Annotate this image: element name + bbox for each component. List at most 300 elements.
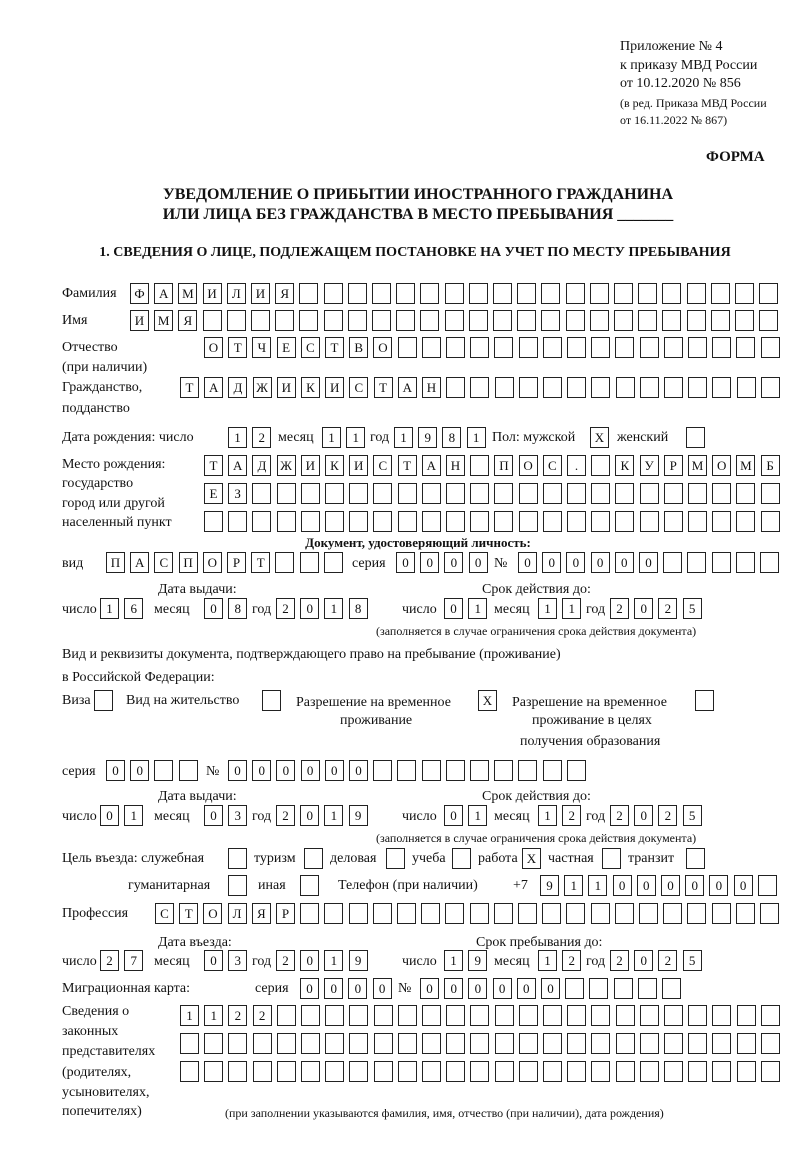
char-box[interactable]	[470, 511, 489, 532]
char-box[interactable]	[712, 483, 731, 504]
char-box[interactable]: Е	[277, 337, 296, 358]
char-box[interactable]	[228, 1061, 247, 1082]
char-box[interactable]	[712, 337, 731, 358]
char-box[interactable]	[591, 337, 610, 358]
char-box[interactable]	[566, 283, 585, 304]
char-box[interactable]	[519, 1033, 538, 1054]
char-box[interactable]	[470, 760, 489, 781]
char-box[interactable]	[616, 1061, 635, 1082]
char-box[interactable]	[299, 310, 318, 331]
char-box[interactable]	[253, 1061, 272, 1082]
char-box[interactable]	[616, 1033, 635, 1054]
char-box[interactable]: 0	[685, 875, 704, 896]
char-box[interactable]: 0	[420, 978, 439, 999]
char-box[interactable]	[397, 903, 416, 924]
char-box[interactable]: Т	[251, 552, 270, 573]
char-box[interactable]	[277, 1033, 296, 1054]
char-box[interactable]	[396, 283, 415, 304]
char-box[interactable]	[495, 1061, 514, 1082]
char-box[interactable]	[519, 1061, 538, 1082]
checkbox[interactable]	[686, 427, 705, 448]
char-box[interactable]: 2	[100, 950, 119, 971]
char-box[interactable]	[566, 903, 585, 924]
char-box[interactable]	[373, 511, 392, 532]
char-box[interactable]	[470, 1061, 489, 1082]
char-box[interactable]	[517, 310, 536, 331]
char-box[interactable]: 0	[325, 760, 344, 781]
char-box[interactable]: 9	[418, 427, 437, 448]
char-box[interactable]: 0	[734, 875, 753, 896]
char-box[interactable]	[373, 483, 392, 504]
char-box[interactable]: Д	[228, 377, 247, 398]
char-box[interactable]: 0	[204, 950, 223, 971]
char-box[interactable]	[348, 283, 367, 304]
char-box[interactable]	[639, 903, 658, 924]
char-box[interactable]	[495, 377, 514, 398]
char-box[interactable]	[640, 1005, 659, 1026]
char-box[interactable]: 1	[180, 1005, 199, 1026]
char-box[interactable]: П	[179, 552, 198, 573]
char-box[interactable]: А	[154, 283, 173, 304]
char-box[interactable]: 0	[517, 978, 536, 999]
char-box[interactable]: 2	[658, 805, 677, 826]
char-box[interactable]	[761, 1061, 780, 1082]
char-box[interactable]	[711, 310, 730, 331]
char-box[interactable]	[180, 1033, 199, 1054]
char-box[interactable]: 0	[324, 978, 343, 999]
char-box[interactable]: 2	[276, 598, 295, 619]
char-box[interactable]	[543, 760, 562, 781]
char-box[interactable]: 1	[124, 805, 143, 826]
char-box[interactable]: 0	[130, 760, 149, 781]
char-box[interactable]: Н	[422, 377, 441, 398]
char-box[interactable]: 1	[324, 805, 343, 826]
char-box[interactable]: 7	[124, 950, 143, 971]
char-box[interactable]	[761, 377, 780, 398]
char-box[interactable]: С	[155, 903, 174, 924]
char-box[interactable]: С	[349, 377, 368, 398]
char-box[interactable]	[565, 978, 584, 999]
char-box[interactable]	[688, 377, 707, 398]
char-box[interactable]	[591, 511, 610, 532]
char-box[interactable]: 1	[324, 950, 343, 971]
char-box[interactable]	[349, 903, 368, 924]
char-box[interactable]: 0	[542, 552, 561, 573]
char-box[interactable]	[688, 1033, 707, 1054]
char-box[interactable]: 2	[658, 950, 677, 971]
char-box[interactable]	[446, 1033, 465, 1054]
char-box[interactable]	[638, 283, 657, 304]
char-box[interactable]	[615, 337, 634, 358]
char-box[interactable]	[541, 283, 560, 304]
char-box[interactable]	[664, 483, 683, 504]
char-box[interactable]: 2	[562, 805, 581, 826]
char-box[interactable]	[761, 1005, 780, 1026]
char-box[interactable]: 2	[228, 1005, 247, 1026]
char-box[interactable]: 0	[300, 950, 319, 971]
char-box[interactable]: М	[688, 455, 707, 476]
char-box[interactable]	[736, 903, 755, 924]
char-box[interactable]	[228, 511, 247, 532]
char-box[interactable]: 1	[228, 427, 247, 448]
checkbox[interactable]: X	[522, 848, 541, 869]
char-box[interactable]	[712, 552, 731, 573]
char-box[interactable]	[664, 337, 683, 358]
char-box[interactable]: 0	[204, 598, 223, 619]
char-box[interactable]	[422, 1005, 441, 1026]
char-box[interactable]	[712, 1061, 731, 1082]
char-box[interactable]: 1	[346, 427, 365, 448]
checkbox[interactable]	[695, 690, 714, 711]
char-box[interactable]: О	[712, 455, 731, 476]
char-box[interactable]	[252, 511, 271, 532]
char-box[interactable]	[277, 483, 296, 504]
char-box[interactable]: 1	[468, 598, 487, 619]
char-box[interactable]: 0	[468, 978, 487, 999]
char-box[interactable]: 2	[276, 805, 295, 826]
char-box[interactable]	[495, 1005, 514, 1026]
char-box[interactable]	[493, 310, 512, 331]
char-box[interactable]	[518, 903, 537, 924]
char-box[interactable]	[567, 337, 586, 358]
char-box[interactable]	[591, 903, 610, 924]
char-box[interactable]: 0	[709, 875, 728, 896]
char-box[interactable]	[420, 310, 439, 331]
char-box[interactable]	[349, 1005, 368, 1026]
char-box[interactable]: 0	[100, 805, 119, 826]
char-box[interactable]	[519, 483, 538, 504]
char-box[interactable]: У	[640, 455, 659, 476]
char-box[interactable]: 0	[300, 598, 319, 619]
char-box[interactable]: В	[349, 337, 368, 358]
char-box[interactable]	[494, 483, 513, 504]
char-box[interactable]	[398, 511, 417, 532]
checkbox[interactable]	[228, 875, 247, 896]
char-box[interactable]: И	[203, 283, 222, 304]
char-box[interactable]: 0	[634, 805, 653, 826]
char-box[interactable]: 0	[493, 978, 512, 999]
char-box[interactable]	[253, 1033, 272, 1054]
char-box[interactable]	[324, 283, 343, 304]
char-box[interactable]	[422, 760, 441, 781]
char-box[interactable]	[301, 1005, 320, 1026]
char-box[interactable]: Р	[276, 903, 295, 924]
char-box[interactable]	[325, 1061, 344, 1082]
char-box[interactable]	[640, 1061, 659, 1082]
char-box[interactable]: 0	[276, 760, 295, 781]
char-box[interactable]	[543, 1033, 562, 1054]
char-box[interactable]	[301, 511, 320, 532]
char-box[interactable]	[542, 903, 561, 924]
char-box[interactable]: 0	[634, 598, 653, 619]
char-box[interactable]	[664, 1061, 683, 1082]
char-box[interactable]	[398, 337, 417, 358]
char-box[interactable]	[517, 283, 536, 304]
char-box[interactable]	[662, 978, 681, 999]
char-box[interactable]	[687, 903, 706, 924]
char-box[interactable]: И	[251, 283, 270, 304]
char-box[interactable]	[541, 310, 560, 331]
char-box[interactable]	[470, 903, 489, 924]
char-box[interactable]: 0	[444, 805, 463, 826]
char-box[interactable]: 2	[610, 598, 629, 619]
char-box[interactable]: А	[398, 377, 417, 398]
char-box[interactable]	[227, 310, 246, 331]
char-box[interactable]: О	[373, 337, 392, 358]
char-box[interactable]: 1	[324, 598, 343, 619]
char-box[interactable]	[712, 377, 731, 398]
char-box[interactable]	[616, 377, 635, 398]
char-box[interactable]	[372, 310, 391, 331]
char-box[interactable]	[325, 1005, 344, 1026]
char-box[interactable]	[543, 1005, 562, 1026]
char-box[interactable]	[252, 483, 271, 504]
char-box[interactable]: 2	[276, 950, 295, 971]
char-box[interactable]: Я	[178, 310, 197, 331]
char-box[interactable]	[204, 511, 223, 532]
char-box[interactable]: М	[154, 310, 173, 331]
char-box[interactable]	[688, 1061, 707, 1082]
char-box[interactable]: Р	[227, 552, 246, 573]
char-box[interactable]: 5	[683, 950, 702, 971]
checkbox[interactable]	[686, 848, 705, 869]
checkbox[interactable]	[228, 848, 247, 869]
char-box[interactable]	[543, 1061, 562, 1082]
char-box[interactable]	[301, 1033, 320, 1054]
char-box[interactable]	[301, 483, 320, 504]
char-box[interactable]	[398, 1033, 417, 1054]
char-box[interactable]	[422, 337, 441, 358]
char-box[interactable]	[373, 903, 392, 924]
char-box[interactable]	[567, 1033, 586, 1054]
char-box[interactable]: Н	[446, 455, 465, 476]
char-box[interactable]	[373, 760, 392, 781]
char-box[interactable]: К	[615, 455, 634, 476]
char-box[interactable]	[446, 511, 465, 532]
char-box[interactable]	[736, 337, 755, 358]
char-box[interactable]: 1	[564, 875, 583, 896]
char-box[interactable]	[663, 552, 682, 573]
char-box[interactable]: Ф	[130, 283, 149, 304]
char-box[interactable]	[325, 511, 344, 532]
checkbox[interactable]	[386, 848, 405, 869]
char-box[interactable]	[590, 310, 609, 331]
char-box[interactable]	[324, 552, 343, 573]
char-box[interactable]	[640, 511, 659, 532]
char-box[interactable]	[421, 903, 440, 924]
checkbox[interactable]: X	[478, 690, 497, 711]
char-box[interactable]	[688, 337, 707, 358]
char-box[interactable]: М	[178, 283, 197, 304]
char-box[interactable]: 2	[610, 950, 629, 971]
char-box[interactable]: Л	[228, 903, 247, 924]
checkbox[interactable]: X	[590, 427, 609, 448]
char-box[interactable]: 0	[566, 552, 585, 573]
char-box[interactable]	[591, 1005, 610, 1026]
char-box[interactable]: 0	[349, 760, 368, 781]
char-box[interactable]	[179, 760, 198, 781]
char-box[interactable]	[519, 1005, 538, 1026]
char-box[interactable]	[614, 310, 633, 331]
char-box[interactable]	[615, 903, 634, 924]
char-box[interactable]: Л	[227, 283, 246, 304]
char-box[interactable]	[398, 1005, 417, 1026]
char-box[interactable]: П	[494, 455, 513, 476]
char-box[interactable]	[590, 283, 609, 304]
checkbox[interactable]	[602, 848, 621, 869]
char-box[interactable]	[687, 283, 706, 304]
char-box[interactable]: Д	[252, 455, 271, 476]
char-box[interactable]: 1	[322, 427, 341, 448]
char-box[interactable]	[737, 377, 756, 398]
char-box[interactable]: 1	[588, 875, 607, 896]
char-box[interactable]	[735, 310, 754, 331]
char-box[interactable]	[422, 511, 441, 532]
char-box[interactable]: Е	[204, 483, 223, 504]
char-box[interactable]	[518, 760, 537, 781]
char-box[interactable]	[711, 283, 730, 304]
char-box[interactable]: 2	[658, 598, 677, 619]
char-box[interactable]: 0	[637, 875, 656, 896]
char-box[interactable]: 0	[300, 978, 319, 999]
char-box[interactable]	[591, 377, 610, 398]
char-box[interactable]: А	[130, 552, 149, 573]
char-box[interactable]: 0	[634, 950, 653, 971]
char-box[interactable]: Т	[228, 337, 247, 358]
char-box[interactable]	[567, 1061, 586, 1082]
char-box[interactable]	[325, 1033, 344, 1054]
char-box[interactable]	[758, 875, 777, 896]
char-box[interactable]	[299, 283, 318, 304]
char-box[interactable]: Р	[664, 455, 683, 476]
char-box[interactable]: 2	[252, 427, 271, 448]
char-box[interactable]	[543, 511, 562, 532]
char-box[interactable]	[567, 377, 586, 398]
char-box[interactable]	[616, 1005, 635, 1026]
char-box[interactable]: 2	[253, 1005, 272, 1026]
char-box[interactable]: 1	[538, 950, 557, 971]
char-box[interactable]	[203, 310, 222, 331]
char-box[interactable]: 8	[228, 598, 247, 619]
char-box[interactable]	[495, 1033, 514, 1054]
char-box[interactable]	[736, 483, 755, 504]
char-box[interactable]: 6	[124, 598, 143, 619]
char-box[interactable]	[494, 903, 513, 924]
char-box[interactable]	[688, 511, 707, 532]
checkbox[interactable]	[452, 848, 471, 869]
char-box[interactable]	[204, 1061, 223, 1082]
char-box[interactable]	[663, 903, 682, 924]
char-box[interactable]: 8	[349, 598, 368, 619]
char-box[interactable]	[591, 1033, 610, 1054]
char-box[interactable]	[494, 337, 513, 358]
char-box[interactable]	[228, 1033, 247, 1054]
char-box[interactable]	[761, 483, 780, 504]
char-box[interactable]: 1	[444, 950, 463, 971]
char-box[interactable]	[446, 1005, 465, 1026]
char-box[interactable]	[567, 1005, 586, 1026]
char-box[interactable]	[543, 377, 562, 398]
char-box[interactable]	[736, 552, 755, 573]
char-box[interactable]	[712, 1033, 731, 1054]
char-box[interactable]	[277, 1005, 296, 1026]
char-box[interactable]	[662, 283, 681, 304]
char-box[interactable]: Я	[252, 903, 271, 924]
char-box[interactable]	[275, 552, 294, 573]
char-box[interactable]	[759, 310, 778, 331]
char-box[interactable]	[761, 1033, 780, 1054]
char-box[interactable]: К	[301, 377, 320, 398]
char-box[interactable]	[712, 903, 731, 924]
char-box[interactable]	[445, 283, 464, 304]
char-box[interactable]: 0	[300, 805, 319, 826]
char-box[interactable]	[470, 1005, 489, 1026]
char-box[interactable]	[494, 760, 513, 781]
char-box[interactable]: 0	[396, 552, 415, 573]
char-box[interactable]	[615, 483, 634, 504]
char-box[interactable]	[398, 1061, 417, 1082]
char-box[interactable]	[349, 1033, 368, 1054]
char-box[interactable]	[737, 1005, 756, 1026]
char-box[interactable]	[688, 483, 707, 504]
char-box[interactable]	[664, 1005, 683, 1026]
char-box[interactable]: О	[204, 337, 223, 358]
char-box[interactable]: 1	[100, 598, 119, 619]
char-box[interactable]	[761, 511, 780, 532]
char-box[interactable]	[251, 310, 270, 331]
char-box[interactable]: 1	[562, 598, 581, 619]
char-box[interactable]	[664, 511, 683, 532]
char-box[interactable]	[640, 337, 659, 358]
char-box[interactable]: 0	[613, 875, 632, 896]
char-box[interactable]	[567, 511, 586, 532]
char-box[interactable]	[277, 511, 296, 532]
char-box[interactable]: Т	[398, 455, 417, 476]
char-box[interactable]	[640, 1033, 659, 1054]
char-box[interactable]	[470, 1033, 489, 1054]
char-box[interactable]: К	[325, 455, 344, 476]
char-box[interactable]: И	[325, 377, 344, 398]
char-box[interactable]: 0	[252, 760, 271, 781]
checkbox[interactable]	[94, 690, 113, 711]
char-box[interactable]: 0	[204, 805, 223, 826]
char-box[interactable]: А	[228, 455, 247, 476]
char-box[interactable]: А	[422, 455, 441, 476]
char-box[interactable]	[688, 1005, 707, 1026]
char-box[interactable]	[712, 1005, 731, 1026]
char-box[interactable]: 8	[442, 427, 461, 448]
char-box[interactable]	[712, 511, 731, 532]
char-box[interactable]: Ч	[252, 337, 271, 358]
char-box[interactable]	[446, 377, 465, 398]
char-box[interactable]	[736, 511, 755, 532]
char-box[interactable]	[204, 1033, 223, 1054]
char-box[interactable]: З	[228, 483, 247, 504]
char-box[interactable]: 0	[228, 760, 247, 781]
char-box[interactable]: Т	[180, 377, 199, 398]
char-box[interactable]: 0	[615, 552, 634, 573]
char-box[interactable]: 9	[349, 805, 368, 826]
char-box[interactable]: Ж	[253, 377, 272, 398]
char-box[interactable]: .	[567, 455, 586, 476]
char-box[interactable]	[301, 1061, 320, 1082]
char-box[interactable]: 9	[540, 875, 559, 896]
char-box[interactable]	[446, 483, 465, 504]
char-box[interactable]	[325, 483, 344, 504]
char-box[interactable]	[324, 310, 343, 331]
char-box[interactable]: О	[203, 552, 222, 573]
char-box[interactable]	[349, 483, 368, 504]
